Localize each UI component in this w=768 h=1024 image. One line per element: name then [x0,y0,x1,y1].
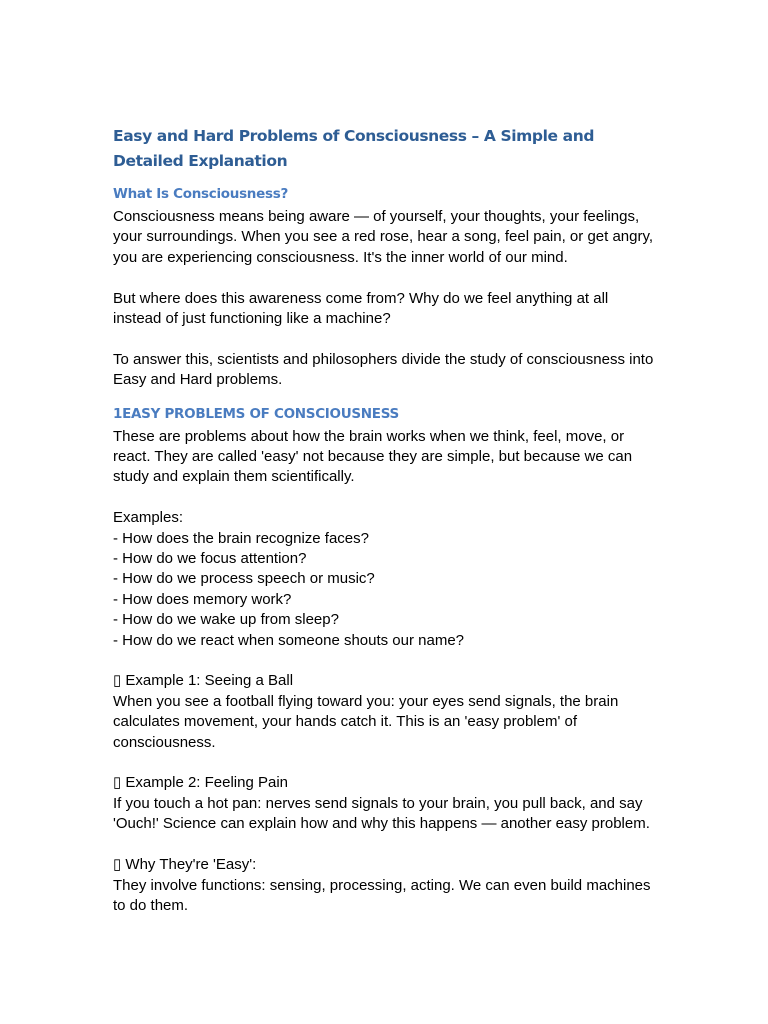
list-item: - How does memory work? [113,590,292,608]
list-item: - How do we focus attention? [113,550,307,568]
list-item: - How do we wake up from sleep? [113,611,339,629]
paragraph-question: But where does this awareness come from? Why do we feel anything at all instead of just functioning like a machine? [113,289,609,328]
paragraph-division: To answer this, scientists and philosophers divide the study of consciousness into Easy and Hard problems. [113,350,654,389]
document-body [113,124,658,916]
example1-text: When you see a football flying toward you: your eyes send signals, the brain calculates movement, your hands catch it. This is an 'easy problem' of consciousness. [113,692,619,751]
why-easy-text: They involve functions: sensing, processing, acting. We can even build machines to do them. [113,876,651,914]
heading-what-is-consciousness: What Is Consciousness? [113,186,288,202]
example2-text: If you touch a hot pan: nerves send signals to your brain, you pull back, and say 'Ouch!' Science can explain how and why this happens — another easy problem. [113,794,650,833]
example2-title: ▯ Example 2: Feeling Pain [113,774,289,792]
heading-easy-problems: 1EASY PROBLEMS OF CONSCIOUSNESS [113,405,399,422]
document-title: Easy and Hard Problems of Consciousness – A Simple and Detailed Explanation [113,127,595,170]
example1-title: ▯ Example 1: Seeing a Ball [113,672,294,690]
list-item: - How does the brain recognize faces? [113,529,369,547]
list-item: - How do we process speech or music? [113,570,375,588]
paragraph-definition: Consciousness means being aware — of yourself, your thoughts, your feelings, your surroundings. When you see a red rose, hear a song, feel pain, or get angry, you are experiencing consciousness. It's the inner world of our mind. [113,208,654,266]
examples-list [113,529,658,651]
paragraph-easy-intro: These are problems about how the brain works when we think, feel, move, or react. They are called 'easy' not because they are simple, but because we can study and explain them scientifically. [113,427,633,486]
examples-label: Examples: [113,509,184,527]
why-easy-title: ▯ Why They're 'Easy': [113,856,257,874]
list-item: - How do we react when someone shouts our name? [113,631,465,649]
